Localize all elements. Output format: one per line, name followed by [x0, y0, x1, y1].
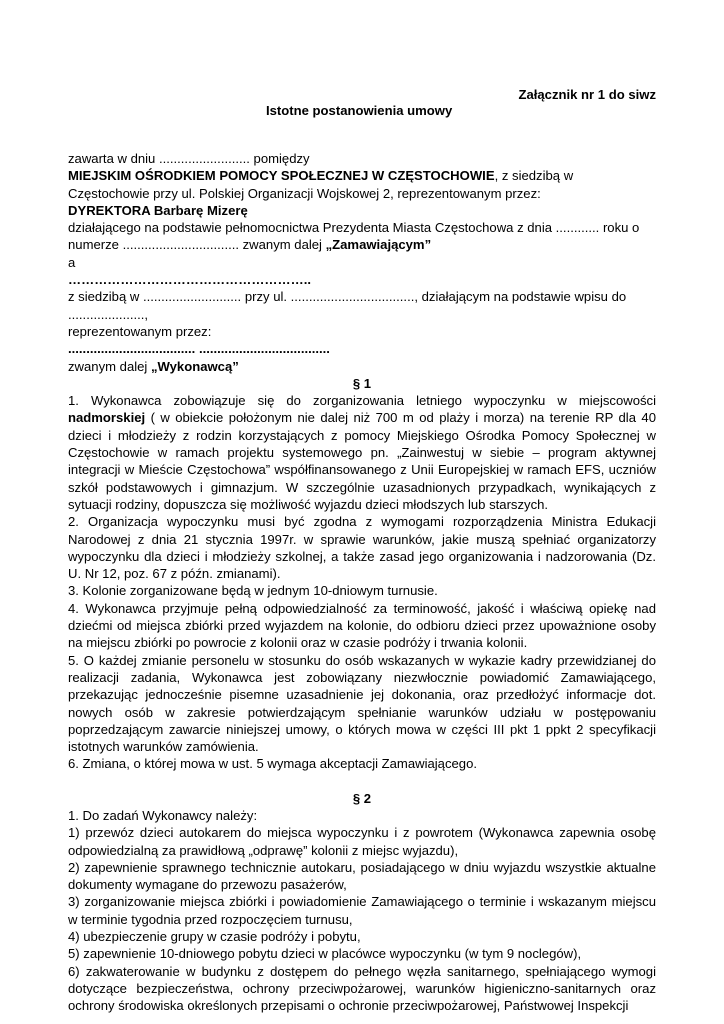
employer-alias: „Zamawiającym” [325, 237, 432, 253]
section-2-item-6: 6) zakwaterowanie w budynku z dostępem do pełnego węzła sanitarnego, spełniającego wymogi dotyczące bezpieczeństwa, ochrony przeciwpożarowej, warunków higieniczno-sanitarnych oraz ochrony środowiska określonych przepisami o ochronie przeciwpożarowej, Państwowej Inspekcji [68, 963, 656, 1014]
representative-blank [68, 340, 656, 357]
contractor-alias: „Wykonawcą” [150, 358, 239, 374]
section-1-paragraph-4: 4. Wykonawca przyjmuje pełną odpowiedzialność za terminowość, jakość i właściwą opiekę nad dziećmi od miejsca zbiórki przed wyjazdem na kolonie, do odbioru dzieci przez upoważnione osoby na miejscu zbiórki po powrocie z kolonii oraz w czasie podróży i trwania kolonii. [68, 600, 656, 651]
parties-line-1: zawarta w dniu ......................... pomiędzy [68, 151, 310, 166]
section-2-item-1: 1) przewóz dzieci autokarem do miejsca wypoczynku i z powrotem (Wykonawca zapewnia osobę odpowiedzialną za prawidłową „odprawę” kolonii z miejsc wyjazdu), [68, 825, 656, 858]
contractor-blank-text: ……………………………………………….. [68, 272, 311, 288]
parties-line-2 [68, 167, 656, 184]
paragraph-1-bold: nadmorskiej [68, 410, 146, 426]
section-2-heading: § 2 [352, 790, 372, 806]
authorization-text: działającego na podstawie pełnomocnictwa Prezydenta Miasta Częstochowa z dnia ............ roku o numerze ................................ zwanym dalej [68, 220, 640, 253]
parties-line-3: Częstochowie przy ul. Polskiej Organizacji Wojskowej 2, reprezentowanym przez: [68, 185, 541, 201]
representative-blank-text: ................................... .................................... [68, 341, 330, 357]
section-2-item-2: 2) zapewnienie sprawnego technicznie autokaru, posiadającego w dniu wyjazdu wszystkie aktualne dokumenty wymagane do przewozu pasażerów, [68, 859, 656, 893]
contractor-blank [68, 271, 656, 288]
paragraph-1-text-c: ( w obiekcie położonym nie dalej niż 700 m od plaży i morza) na terenie RP dla 40 dzieci i młodzieży z rodzin korzystających z pomocy Miejskiego Ośrodka Pomocy Społecznej w Częstochowie w ramach projektu systemowego pn. „Zainwestuj w siebie – program aktywnej integracji w Mieście Częstochowa” współfinansowanego z Unii Europejskiej w ramach EFS, uczniów szkół podstawowych i gimnazjum. W szczególnie uzasadnionych przypadkach, wynikających z sytuacji rodziny, dopuszcza się możliwość wyjazdu dzieci młodszych lub starszych. [68, 410, 656, 512]
section-1-paragraph-5: 5. O każdej zmianie personelu w stosunku do osób wskazanych w wykazie kadry przewidzianej do realizacji zadania, Wykonawca jest zobowiązany niezwłocznie powiadomić Zamawiającego, przekazując jednocześnie pisemne uzasadnienie jej dokonania, oraz przedłożyć informacje dot. nowych osób w zakresie potwierdzającym spełnianie warunków udziału w postępowaniu poprzedzającym zawarcie niniejszej umowy, o których mowa w części III pkt 1 ppkt 2 specyfikacji istotnych warunków zamówienia. [68, 652, 656, 755]
section-1-paragraph-2: 2. Organizacja wypoczynku musi być zgodna z wymogami rozporządzenia Ministra Edukacji Narodowej z dnia 21 stycznia 1997r. w sprawie warunków, jakie muszą spełniać organizatorzy wypoczynku dla dzieci i młodzieży szkolnej, a także zasad jego organizowania i nadzorowania (Dz. U. Nr 12, poz. 67 z późn. zmianami). [68, 514, 656, 582]
parties-line-11 [68, 358, 656, 375]
employer-seat: , z siedzibą w [494, 168, 574, 184]
section-1-paragraph-6: 6. Zmiana, o której mowa w ust. 5 wymaga akceptacji Zamawiającego. [68, 756, 477, 772]
contract-text [68, 150, 656, 1015]
parties-line-8: z siedzibą w ........................... przy ul. .................................., działającym na podstawie wpisu do ....................., [68, 289, 627, 322]
director-name-text: DYREKTORA Barbarę Mizerę [68, 202, 248, 218]
section-1-heading: § 1 [352, 375, 372, 391]
parties-line-9: reprezentowanym przez: [68, 323, 212, 339]
parties-line-6: a [68, 254, 76, 270]
section-2-item-4: 4) ubezpieczenie grupy w czasie podróży i pobytu, [68, 929, 361, 945]
section-1-paragraph-3: 3. Kolonie zorganizowane będą w jednym 10-dniowym turnusie. [68, 583, 438, 599]
document-title: Istotne postanowienia umowy [266, 103, 453, 118]
contractor-alias-intro: zwanym dalej [68, 358, 151, 374]
employer-name: MIEJSKIM OŚRODKIEM POMOCY SPOŁECZNEJ W CZĘSTOCHOWIE [68, 168, 495, 184]
parties-line-5 [68, 219, 656, 254]
attachment-label: Załącznik nr 1 do siwz [518, 87, 656, 102]
director-name [68, 202, 656, 219]
section-2-item-5: 5) zapewnienie 10-dniowego pobytu dzieci w placówce wypoczynku (w tym 9 noclegów), [68, 946, 582, 962]
paragraph-1-text-a: 1. Wykonawca zobowiązuje się do zorganizowania letniego wypoczynku w miejscowości [68, 393, 656, 409]
section-2-item-3: 3) zorganizowanie miejsca zbiórki i powiadomienie Zamawiającego o terminie i wskazanym miejscu w terminie tygodnia przed rozpoczęciem turnusu, [68, 894, 656, 927]
section-2-intro: 1. Do zadań Wykonawcy należy: [68, 807, 258, 823]
section-1-paragraph-1 [68, 392, 656, 513]
